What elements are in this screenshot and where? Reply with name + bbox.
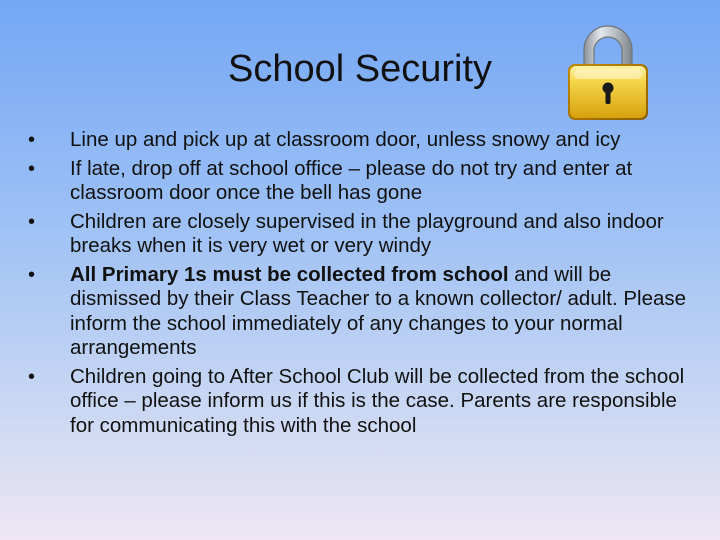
- bullet-item: [25, 210, 695, 259]
- slide-title: School Security: [227, 48, 492, 90]
- bullet-text: and will be dismissed by their Class Teacher to a known collector/ adult. Please inform the school immediately of any changes to your normal arrangements: [70, 262, 687, 359]
- bullet-item: [25, 128, 695, 153]
- bullet-marker: •: [28, 365, 36, 388]
- bullet-item: [25, 365, 695, 439]
- bullet-marker: •: [28, 157, 36, 180]
- bullet-emphasis: All Primary 1s must be collected from school: [70, 262, 509, 286]
- bullet-text: Line up and pick up at classroom door, unless snowy and icy: [70, 128, 621, 151]
- bullet-item: [25, 157, 695, 206]
- bullet-text: Children going to After School Club will be collected from the school office – please inform us if this is the case. Parents are responsible for communicating this with the school: [70, 364, 685, 437]
- bullet-text: Children are closely supervised in the playground and also indoor breaks when it is very wet or very windy: [70, 209, 664, 257]
- bullet-text: If late, drop off at school office – please do not try and enter at classroom door once the bell has gone: [70, 156, 633, 204]
- bullet-list: [25, 128, 695, 442]
- bullet-marker: •: [28, 263, 36, 286]
- bullet-marker: •: [28, 210, 36, 233]
- bullet-item: [25, 263, 695, 361]
- padlock-icon: [560, 20, 656, 124]
- bullet-marker: •: [28, 129, 36, 151]
